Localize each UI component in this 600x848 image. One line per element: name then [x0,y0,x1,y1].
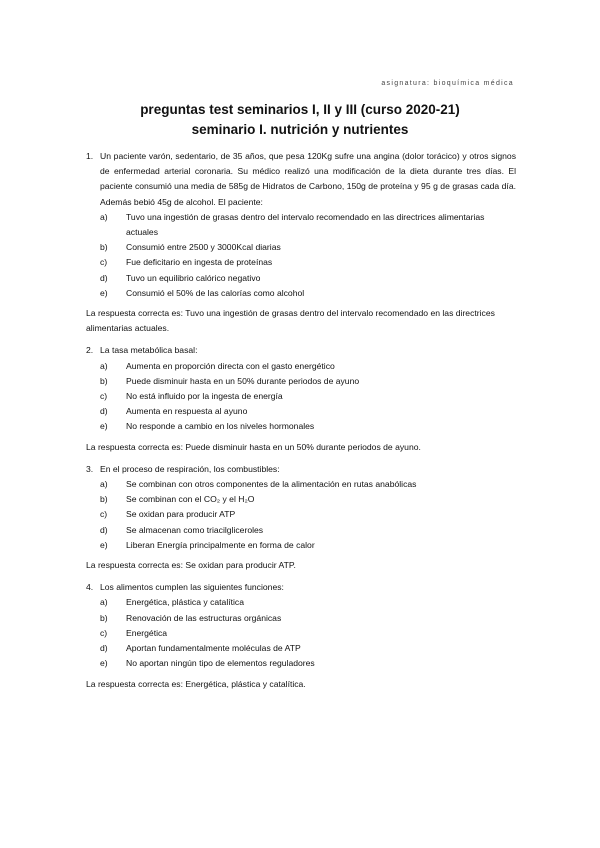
option-a [86,595,516,610]
question-number: 1. [86,151,94,161]
question-1 [86,149,516,336]
option-text: Tuvo un equilibrio calórico negativo [126,272,261,283]
option-a [86,359,516,374]
option-text: Consumió el 50% de las calorías como alcohol [126,287,305,298]
option-c [86,389,516,404]
option-text: Puede disminuir hasta en un 50% durante periodos de ayuno [126,375,360,386]
option-c [86,255,516,270]
option-text: Renovación de las estructuras orgánicas [126,612,282,623]
question-number: 3. [86,463,94,474]
option-text: Liberan Energía principalmente en forma de calor [126,539,315,550]
question-4 [86,580,516,691]
option-label: c) [100,627,108,638]
option-a [86,477,516,492]
option-text: No responde a cambio en los niveles hormonales [126,421,315,432]
option-label: d) [100,524,108,535]
option-text: No aportan ningún tipo de elementos reguladores [126,658,315,669]
option-text: Se combinan con el CO₂ y el H₂O [126,494,255,505]
option-text: Se oxidan para producir ATP [126,509,236,520]
option-text: Energética, plástica y catalítica [126,597,244,608]
option-label: b) [100,612,108,623]
correct-answer: La respuesta correcta es: Puede disminuir hasta en un 50% durante periodos de ayuno. [86,441,421,452]
option-text: Energética [126,627,168,638]
option-label: a) [100,360,108,371]
option-label: c) [100,509,108,520]
option-b [86,492,516,507]
options-list [86,359,516,435]
option-label: b) [100,242,108,253]
option-label: e) [100,421,108,432]
title-line-2: seminario I. nutrición y nutrientes [191,122,409,137]
option-d [86,271,516,286]
option-text: No está influido por la ingesta de energía [126,391,283,402]
questions-list [86,149,516,699]
option-text: Se combinan con otros componentes de la alimentación en rutas anabólicas [126,479,417,490]
page-title [0,100,600,140]
option-text: Se almacenan como triacilgliceroles [126,524,264,535]
option-b [86,240,516,255]
option-label: e) [100,658,108,669]
option-label: d) [100,272,108,283]
option-a [86,210,516,240]
option-label: a) [100,211,108,222]
question-text: La tasa metabólica basal: [100,345,198,356]
options-list [86,595,516,671]
option-e [86,656,516,671]
option-d [86,404,516,419]
option-label: b) [100,375,108,386]
question-text: En el proceso de respiración, los combustibles: [100,463,280,474]
question-text: Un paciente varón, sedentario, de 35 años, que pesa 120Kg sufre una angina (dolor torácico) y otros signos de enfermedad arterial coronaria. Su médico realizó una modificación de la dieta durante tres días. El paciente consumió una media de 585g de Hidratos de Carbono, 150g de proteína y 95 g de grasas cada día. Además bebió 45g de alcohol. El paciente: [100,151,516,207]
question-3 [86,462,516,573]
question-number: 2. [86,345,94,356]
option-d [86,523,516,538]
question-number: 4. [86,582,94,593]
option-text: Consumió entre 2500 y 3000Kcal diarias [126,242,281,253]
option-text: Aportan fundamentalmente moléculas de ATP [126,643,301,654]
correct-answer: La respuesta correcta es: Se oxidan para producir ATP. [86,560,296,571]
option-label: c) [100,257,108,268]
option-label: d) [100,406,108,417]
option-b [86,611,516,626]
option-label: e) [100,287,108,298]
option-text: Tuvo una ingestión de grasas dentro del intervalo recomendado en las directrices alimentarias actuales [126,211,485,238]
option-text: Fue deficitario en ingesta de proteínas [126,257,273,268]
correct-answer: La respuesta correcta es: Tuvo una ingestión de grasas dentro del intervalo recomendado en las directrices alimentarias actuales. [86,308,495,334]
option-text: Aumenta en proporción directa con el gasto energético [126,360,335,371]
options-list [86,477,516,553]
options-list [86,210,516,301]
option-b [86,374,516,389]
option-text: Aumenta en respuesta al ayuno [126,406,248,417]
option-label: a) [100,597,108,608]
option-e [86,538,516,553]
question-text: Los alimentos cumplen las siguientes funciones: [100,582,284,593]
option-e [86,419,516,434]
option-label: d) [100,643,108,654]
title-line-1: preguntas test seminarios I, II y III (curso 2020-21) [140,102,460,117]
option-e [86,286,516,301]
question-2 [86,343,516,454]
option-c [86,626,516,641]
correct-answer: La respuesta correcta es: Energética, plástica y catalítica. [86,678,306,689]
option-c [86,507,516,522]
subject-header: asignatura: bioquímica médica [381,80,514,87]
option-d [86,641,516,656]
option-label: e) [100,539,108,550]
option-label: b) [100,494,108,505]
option-label: c) [100,391,108,402]
option-label: a) [100,479,108,490]
